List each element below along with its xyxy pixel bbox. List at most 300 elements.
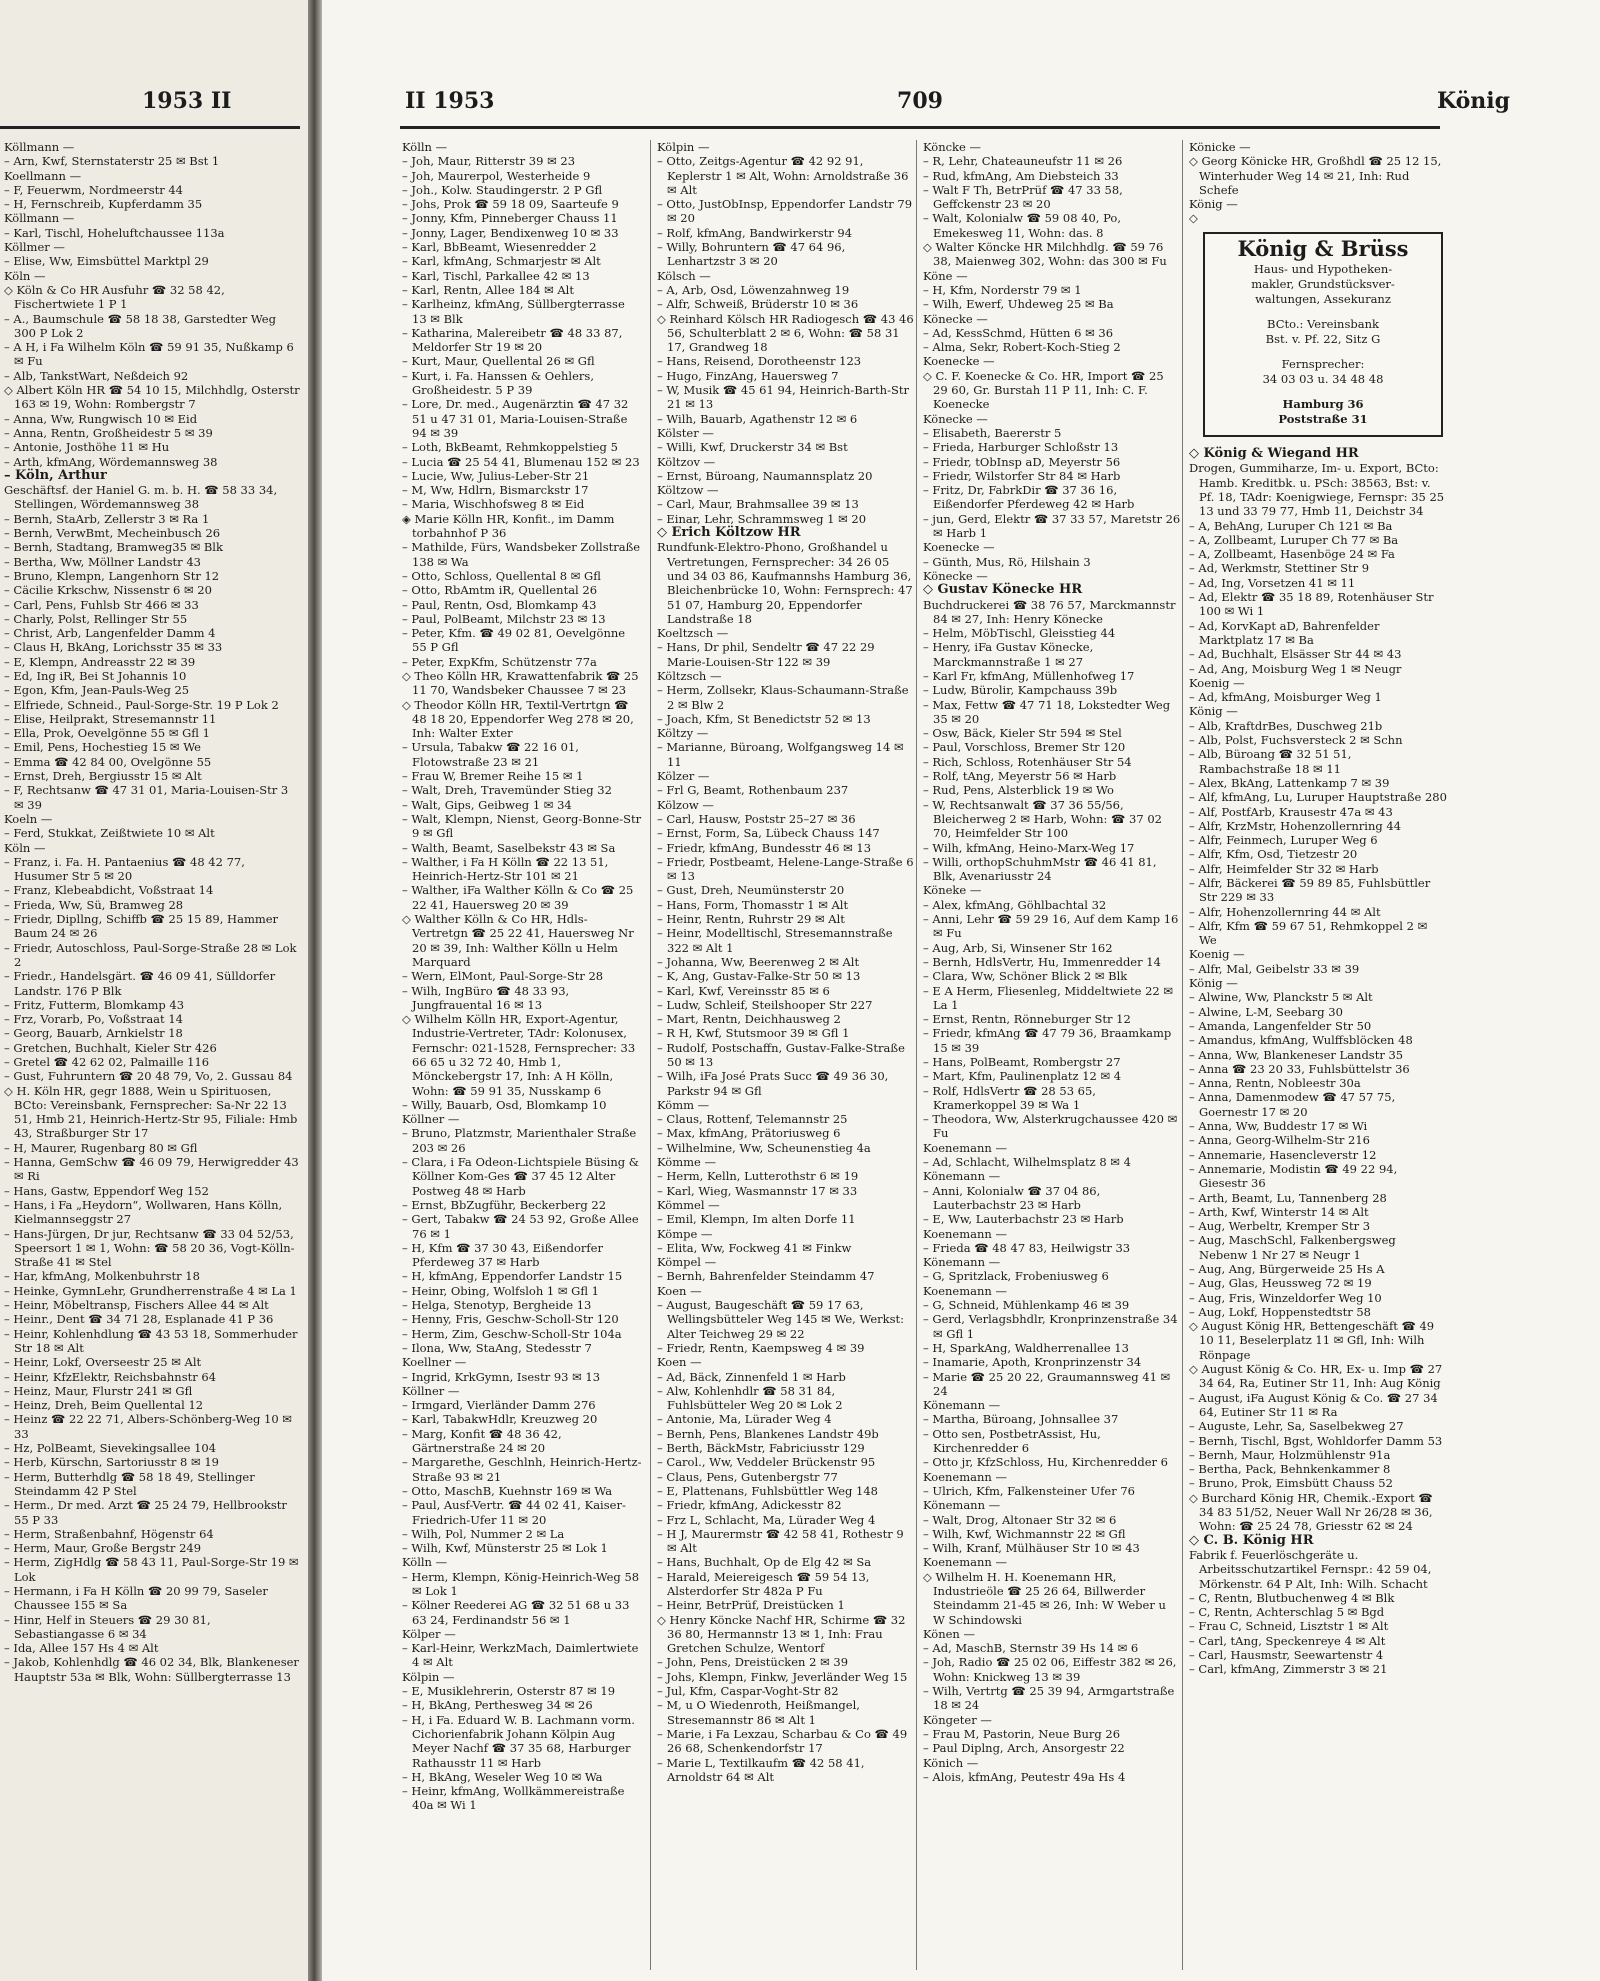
directory-entry: – Frieda ☎ 48 47 83, Heilwigstr 33 — [923, 1240, 1131, 1255]
directory-entry: – Jonny, Lager, Bendixenweg 10 ✉ 33 — [402, 225, 619, 240]
directory-entry: – Gretel ☎ 42 62 02, Palmaille 116 — [4, 1055, 210, 1069]
directory-entry: – Alf, PostfArb, Krausestr 47a ✉ 43 — [1189, 804, 1393, 819]
directory-entry: – Heinr, Möbeltransp, Fischers Allee 44 ✉ Alt — [4, 1298, 269, 1313]
directory-entry: – H, Kfm, Norderstr 79 ✉ 1 — [923, 282, 1082, 297]
directory-entry: – Herm, Kelln, Lutterothstr 6 ✉ 19 — [657, 1169, 859, 1184]
directory-entry: – Emil, Klempn, Im alten Dorfe 11 — [657, 1212, 856, 1227]
directory-entry: Köllmer — — [4, 240, 65, 255]
directory-entry: – C, Rentn, Achterschlag 5 ✉ Bgd — [1189, 1605, 1385, 1620]
directory-entry: ◇ Gustav Könecke HR — [923, 582, 1083, 598]
directory-entry: – Elfriede, Schneid., Paul-Sorge-Str. 19 P Lok 2 — [4, 697, 279, 712]
directory-entry: – Bernh, Maur, Holzmühlenstr 91a — [1189, 1447, 1391, 1462]
directory-entry: ◇ Reinhard Kölsch HR Radiogesch ☎ 43 46 56, Schulterblatt 2 ✉ 6, Wohn: ☎ 58 31 17, Grandweg 18 — [657, 311, 914, 355]
directory-column-2 — [650, 140, 915, 1970]
directory-entry: – Ludw, Bürolir, Kampchauss 39b — [923, 683, 1118, 698]
directory-entry: Könen — — [923, 1626, 975, 1641]
directory-entry: – Anna, Damenmodew ☎ 47 57 75, Goernestr 17 ✉ 20 — [1189, 1090, 1396, 1119]
directory-entry: – Rich, Schloss, Rotenhäuser Str 54 — [923, 754, 1132, 769]
directory-entry: ◇ Theodor Kölln HR, Textil-Vertrtgn ☎ 48 18 20, Eppendorfer Weg 278 ✉ 20, Inh: Walter Exter — [402, 697, 634, 741]
directory-entry: – Walt, Dreh, Travemünder Stieg 32 — [402, 783, 612, 798]
directory-entry: – Peter, Kfm. ☎ 49 02 81, Oevelgönne 55 P Gfl — [402, 626, 626, 655]
directory-entry: – Alfr, Kfm ☎ 59 67 51, Rehmkoppel 2 ✉ We — [1189, 918, 1428, 948]
directory-entry: – Marie ☎ 25 20 22, Graumannsweg 41 ✉ 24 — [923, 1369, 1171, 1398]
directory-entry: – Anna, Ww, Rungwisch 10 ✉ Eid — [4, 411, 198, 426]
directory-entry: – Osw, Bäck, Kieler Str 594 ✉ Stel — [923, 726, 1122, 741]
directory-entry: – Herm, Klempn, König-Heinrich-Weg 58 ✉ Lok 1 — [402, 1569, 640, 1598]
directory-column-4 — [1182, 140, 1447, 1970]
directory-entry: – Alfr, KrzMstr, Hohenzollernring 44 — [1189, 818, 1402, 833]
directory-entry: – Alwine, Ww, Planckstr 5 ✉ Alt — [1189, 990, 1373, 1005]
directory-entry: – Friedr, kfmAng, Adickesstr 82 — [657, 1498, 842, 1513]
directory-entry: – A., Baumschule ☎ 58 18 38, Garstedter Weg 300 P Lok 2 — [4, 311, 276, 340]
directory-entry: – Carol., Ww, Veddeler Brückenstr 95 — [657, 1455, 876, 1470]
directory-entry: – Harald, Meiereigesch ☎ 59 54 13, Alsterdorfer Str 482a P Fu — [657, 1569, 870, 1598]
directory-entry: ◇ C. B. König HR — [1189, 1532, 1314, 1548]
directory-entry: – Anna ☎ 23 20 33, Fuhlsbüttelstr 36 — [1189, 1061, 1410, 1076]
directory-entry: – Herm, Zim, Geschw-Scholl-Str 104a — [402, 1326, 622, 1341]
directory-entry: – Jul, Kfm, Caspar-Voght-Str 82 — [657, 1684, 839, 1699]
directory-entry: – Friedr, Rentn, Kaempsweg 4 ✉ 39 — [657, 1340, 865, 1355]
directory-entry: ◇ August König HR, Bettengeschäft ☎ 49 10 11, Beselerplatz 11 ✉ Gfl, Inh: Wilh Rönpage — [1189, 1319, 1435, 1362]
directory-entry: – Frl G, Beamt, Rothenbaum 237 — [657, 783, 849, 798]
directory-entry: – Kurt, i. Fa. Hanssen & Oehlers, Großheidestr. 5 P 39 — [402, 368, 594, 398]
directory-entry: Kölsch — — [657, 268, 711, 283]
directory-entry: – Karlheinz, kfmAng, Süllbergterrasse 13 ✉ Blk — [402, 297, 625, 326]
directory-entry: – Johs, Prok ☎ 59 18 09, Saarteufe 9 — [402, 197, 619, 212]
directory-entry: Buchdruckerei ☎ 38 76 57, Marckmannstr 84 ✉ 27, Inh: Henry Könecke — [923, 597, 1176, 626]
directory-entry: – M, Ww, Hdlrn, Bismarckstr 17 — [402, 483, 589, 498]
directory-entry: – Herm, Zollsekr, Klaus-Schaumann-Straße 2 ✉ Blw 2 — [657, 683, 909, 712]
directory-entry: – Alb, TankstWart, Neßdeich 92 — [4, 368, 189, 383]
directory-entry: – Frau W, Bremer Reihe 15 ✉ 1 — [402, 769, 584, 784]
directory-entry: – Aug, Ang, Bürgerweide 25 Hs A — [1189, 1262, 1385, 1276]
directory-entry: – Aug, Glas, Heussweg 72 ✉ 19 — [1189, 1276, 1372, 1291]
directory-entry: – Paul, Rentn, Osd, Blomkamp 43 — [402, 597, 597, 612]
directory-entry: – Karl, Wieg, Wasmannstr 17 ✉ 33 — [657, 1183, 858, 1198]
directory-entry: – Ad, Bäck, Zinnenfeld 1 ✉ Harb — [657, 1369, 846, 1384]
ad-city: Hamburg 36 — [1282, 397, 1364, 412]
directory-entry: – Köln, Arthur — [4, 467, 107, 483]
directory-entry: – Herm, Straßenbahnf, Högenstr 64 — [4, 1526, 214, 1541]
directory-entry: – Helm, MöbTischl, Gleisstieg 44 — [923, 626, 1116, 641]
directory-entry: – Otto, MaschB, Kuehnstr 169 ✉ Wa — [402, 1483, 613, 1498]
directory-entry: Koenemann — — [923, 1283, 1007, 1298]
directory-entry: – Mart, Kfm, Paulinenplatz 12 ✉ 4 — [923, 1069, 1122, 1084]
directory-entry: – E, Musiklehrerin, Osterstr 87 ✉ 19 — [402, 1684, 616, 1699]
directory-entry: Fabrik f. Feuerlöschgeräte u. Arbeitsschutzartikel Fernspr.: 42 59 04, Mörkenstr. 64 P Alt, Inh: Wilh. Schacht — [1189, 1547, 1432, 1591]
directory-entry: – Wilhelmine, Ww, Scheunenstieg 4a — [657, 1140, 871, 1155]
directory-entry: – Alfr, Mal, Geibelstr 33 ✉ 39 — [1189, 961, 1360, 976]
ad-line: waltungen, Assekuranz — [1255, 292, 1391, 307]
directory-entry: ◇ Erich Költzow HR — [657, 525, 801, 541]
directory-entry: – Lucia ☎ 25 54 41, Blumenau 152 ✉ 23 — [402, 454, 640, 469]
directory-entry: – Joh, Radio ☎ 25 02 06, Eiffestr 382 ✉ 26, Wohn: Knickweg 13 ✉ 39 — [923, 1655, 1177, 1684]
directory-entry: – August, iFa August König & Co. ☎ 27 34 64, Eutiner Str 11 ✉ Ra — [1189, 1390, 1438, 1419]
directory-entry: – Ernst, Büroang, Naumannsplatz 20 — [657, 468, 873, 483]
directory-entry: – Otto, JustObInsp, Eppendorfer Landstr 79 ✉ 20 — [657, 197, 913, 226]
directory-entry: ◇ August König & Co. HR, Ex- u. Imp ☎ 27 34 64, Ra, Eutiner Str 11, Inh: Aug König — [1189, 1362, 1443, 1391]
directory-entry: ◈ Marie Kölln HR, Konfit., im Damm torbahnhof P 36 — [402, 511, 615, 541]
directory-entry: – A, Zollbeamt, Luruper Ch 77 ✉ Ba — [1189, 532, 1399, 547]
directory-entry: – Heinr, KfzElektr, Reichsbahnstr 64 — [4, 1369, 217, 1384]
directory-entry: König — — [1189, 976, 1238, 991]
directory-entry: – E, Ww, Lauterbachstr 23 ✉ Harb — [923, 1212, 1124, 1227]
directory-entry: – Ad, MaschB, Sternstr 39 Hs 14 ✉ 6 — [923, 1641, 1139, 1656]
directory-entry: – H, kfmAng, Eppendorfer Landstr 15 — [402, 1269, 623, 1284]
directory-entry: – Antonie, Josthöhe 11 ✉ Hu — [4, 440, 170, 455]
directory-entry: – Ad, Werkmstr, Stettiner Str 9 — [1189, 561, 1370, 576]
directory-entry: Könemann — — [923, 1498, 1001, 1513]
directory-entry: – Wilh, Kwf, Münsterstr 25 ✉ Lok 1 — [402, 1541, 608, 1556]
directory-entry: Kömmel — — [657, 1197, 720, 1212]
directory-entry: – Max, Fettw ☎ 47 71 18, Lokstedter Weg 35 ✉ 20 — [923, 697, 1171, 726]
directory-entry: – Friedr, Autoschloss, Paul-Sorge-Straße 28 ✉ Lok 2 — [4, 940, 297, 969]
directory-entry: – Walther, i Fa H Kölln ☎ 22 13 51, Heinrich-Hertz-Str 101 ✉ 21 — [402, 854, 609, 884]
directory-entry: – Karl, kfmAng, Schmarjestr ✉ Alt — [402, 254, 601, 269]
directory-entry: – H, BkAng, Perthesweg 34 ✉ 26 — [402, 1698, 593, 1713]
directory-entry: – Joach, Kfm, St Benedictstr 52 ✉ 13 — [657, 711, 871, 726]
directory-entry: – Heinr, kfmAng, Wollkämmereistraße 40a ✉ Wi 1 — [402, 1784, 625, 1813]
directory-entry: – H, BkAng, Weseler Weg 10 ✉ Wa — [402, 1769, 603, 1784]
directory-entry: – Hans, Gastw, Eppendorf Weg 152 — [4, 1183, 209, 1198]
directory-entry: – Ernst, Dreh, Bergiusstr 15 ✉ Alt — [4, 769, 202, 784]
directory-entry: – E A Herm, Fliesenleg, Middeltwiete 22 ✉ La 1 — [923, 983, 1173, 1012]
right-page-year: II 1953 — [405, 88, 495, 114]
directory-entry: – Alma, Sekr, Robert-Koch-Stieg 2 — [923, 340, 1121, 355]
directory-entry: – Claus H, BkAng, Lorichsstr 35 ✉ 33 — [4, 640, 223, 655]
directory-entry: – Alfr, Kfm, Osd, Tietzestr 20 — [1189, 847, 1358, 862]
directory-entry: – Mart, Rentn, Deichhausweg 2 — [657, 1012, 841, 1027]
directory-entry: – Elise, Heilprakt, Stresemannstr 11 — [4, 711, 217, 726]
directory-entry: Kömpel — — [657, 1255, 717, 1270]
directory-entry: – Gert, Tabakw ☎ 24 53 92, Große Allee 76 ✉ 1 — [402, 1212, 639, 1241]
directory-entry: – Heinz, Maur, Flurstr 241 ✉ Gfl — [4, 1383, 193, 1398]
directory-entry: – Herm, ZigHdlg ☎ 58 43 11, Paul-Sorge-Str 19 ✉ Lok — [4, 1555, 299, 1584]
directory-entry: – Alfr, Heimfelder Str 32 ✉ Harb — [1189, 861, 1379, 876]
directory-entry: – A H, i Fa Wilhelm Köln ☎ 59 91 35, Nußkamp 6 ✉ Fu — [4, 340, 294, 369]
directory-entry: – G, Schneid, Mühlenkamp 46 ✉ 39 — [923, 1298, 1130, 1313]
directory-entry: – Amanda, Langenfelder Str 50 — [1189, 1018, 1372, 1033]
directory-entry: – Hermann, i Fa H Kölln ☎ 20 99 79, Saseler Chaussee 155 ✉ Sa — [4, 1583, 268, 1613]
directory-entry: – Frau M, Pastorin, Neue Burg 26 — [923, 1726, 1121, 1741]
directory-entry: – Alfr, Bäckerei ☎ 59 89 85, Fuhlsbüttler Str 229 ✉ 33 — [1189, 875, 1431, 905]
directory-entry: ◇ C. F. Koenecke & Co. HR, Import ☎ 25 29 60, Gr. Burstah 11 P 11, Inh: C. F. Koenecke — [923, 368, 1164, 412]
directory-entry: Köneke — — [923, 883, 982, 898]
directory-entry: – Bruno, Platzmstr, Marienthaler Straße 203 ✉ 26 — [402, 1126, 637, 1155]
directory-entry: ◇ Henry Köncke Nachf HR, Schirme ☎ 32 36 80, Hermannstr 13 ✉ 1, Inh: Frau Gretchen Schulze, Wentorf — [657, 1612, 906, 1656]
directory-entry: – A, BehAng, Luruper Ch 121 ✉ Ba — [1189, 518, 1393, 533]
page-number: 709 — [897, 88, 943, 114]
directory-entry: – Jakob, Kohlenhdlg ☎ 46 02 34, Blk, Blankeneser Hauptstr 53a ✉ Blk, Wohn: Süllbergterrasse 13 — [4, 1655, 299, 1684]
directory-entry: – Hans, Reisend, Dorotheenstr 123 — [657, 354, 862, 369]
directory-entry: Koenecke — — [923, 354, 995, 369]
directory-entry: Koenemann — — [923, 1555, 1007, 1570]
directory-entry: Koellner — — [402, 1355, 467, 1370]
directory-entry: – H, SparkAng, Waldherrenallee 13 — [923, 1340, 1129, 1355]
directory-entry: – Kölner Reederei AG ☎ 32 51 68 u 33 63 24, Ferdinandstr 56 ✉ 1 — [402, 1598, 630, 1627]
directory-entry: – Franz, Klebeabdicht, Voßstraat 14 — [4, 883, 214, 898]
directory-entry: – Mathilde, Fürs, Wandsbeker Zollstraße 138 ✉ Wa — [402, 540, 641, 569]
directory-entry: – Karl, TabakwHdlr, Kreuzweg 20 — [402, 1412, 598, 1427]
directory-entry: Koenig — — [1189, 675, 1245, 690]
directory-entry: – K, Ang, Gustav-Falke-Str 50 ✉ 13 — [657, 969, 861, 984]
directory-entry: – Karl-Heinr, WerkzMach, Daimlertwiete 4 ✉ Alt — [402, 1641, 639, 1670]
directory-entry: – Marianne, Büroang, Wolfgangsweg 14 ✉ 11 — [657, 740, 904, 769]
directory-entry: – Friedr, Postbeamt, Helene-Lange-Straße 6 ✉ 13 — [657, 854, 914, 884]
directory-entry: – Johs, Klempn, Finkw, Jeverländer Weg 15 — [657, 1669, 908, 1684]
directory-entry: – Willy, Bohruntern ☎ 47 64 96, Lenhartzstr 3 ✉ 20 — [657, 240, 846, 269]
ad-title: König & Brüss — [1237, 235, 1409, 261]
directory-entry: – Bernh, Stadtang, Bramweg35 ✉ Blk — [4, 540, 223, 555]
directory-entry: – F, Feuerwm, Nordmeerstr 44 — [4, 182, 183, 197]
directory-entry: Koeln — — [4, 811, 53, 826]
directory-entry: ◇ Georg Könicke HR, Großhdl ☎ 25 12 15, Winterhuder Weg 14 ✉ 21, Inh: Rud Schefe — [1189, 154, 1442, 197]
directory-entry: Koenecke — — [923, 540, 995, 555]
directory-entry: – Walt, Klempn, Nienst, Georg-Bonne-Str 9 ✉ Gfl — [402, 811, 642, 841]
ad-phone-label: Fernsprecher: — [1281, 357, 1365, 372]
directory-entry: – E, Klempn, Andreasstr 22 ✉ 39 — [4, 654, 196, 669]
directory-entry: – Rudolf, Postschaffn, Gustav-Falke-Straße 50 ✉ 13 — [657, 1040, 905, 1069]
directory-entry: – Helga, Stenotyp, Bergheide 13 — [402, 1298, 592, 1313]
directory-entry: – Paul, PolBeamt, Milchstr 23 ✉ 13 — [402, 611, 606, 626]
directory-entry: – Otto jr, KfzSchloss, Hu, Kirchenredder 6 — [923, 1455, 1168, 1470]
directory-entry: ◇ H. Köln HR, gegr 1888, Wein u Spirituosen, BCto: Vereinsbank, Fernsprecher: Sa-Nr 22 13 51, Hmb 21, Heinrich-Hertz-Str 95, Filiale: Hmb 43, Straßburger Str 17 — [4, 1083, 298, 1141]
directory-entry: – Walt, Kolonialw ☎ 59 08 40, Po, Emekesweg 11, Wohn: das. 8 — [923, 211, 1121, 240]
directory-entry: Koenig — — [1189, 947, 1245, 962]
directory-entry: – Claus, Pens, Gutenbergstr 77 — [657, 1469, 838, 1484]
directory-entry: – Ad, Elektr ☎ 35 18 89, Rotenhäuser Str 100 ✉ Wi 1 — [1189, 590, 1434, 619]
directory-entry: – Alw, Kohlenhdlr ☎ 58 31 84, Fuhlsbütteler Weg 20 ✉ Lok 2 — [657, 1383, 843, 1413]
directory-entry: – Johanna, Ww, Beerenweg 2 ✉ Alt — [657, 954, 860, 969]
directory-entry: – Annemarie, Modistin ☎ 49 22 94, Giesestr 36 — [1189, 1161, 1398, 1191]
directory-entry: – Anni, Kolonialw ☎ 37 04 86, Lauterbachstr 23 ✉ Harb — [923, 1183, 1101, 1212]
directory-entry: Költzsch — — [657, 668, 722, 683]
directory-entry: – August, Baugeschäft ☎ 59 17 63, Wellingsbütteler Weg 145 ✉ We, Werkst: Alter Teichweg 29 ✉ 22 — [657, 1298, 904, 1341]
directory-entry: – Elita, Ww, Fockweg 41 ✉ Finkw — [657, 1240, 852, 1255]
directory-entry: – H J, Maurermstr ☎ 42 58 41, Rothestr 9 ✉ Alt — [657, 1526, 904, 1556]
directory-entry: – Clara, Ww, Schöner Blick 2 ✉ Blk — [923, 969, 1128, 984]
directory-entry: ◇ König & Wiegand HR — [1189, 446, 1359, 462]
directory-entry: – Anna, Rentn, Nobleestr 30a — [1189, 1076, 1361, 1091]
directory-entry: – Arth, Kwf, Winterstr 14 ✉ Alt — [1189, 1204, 1369, 1219]
directory-entry: – Carl, kfmAng, Zimmerstr 3 ✉ 21 — [1189, 1662, 1388, 1677]
directory-entry: Köllmann — — [4, 140, 75, 154]
directory-entry: – Willi, orthopSchuhmMstr ☎ 46 41 81, Blk, Avenariusstr 24 — [923, 854, 1157, 884]
directory-entry: – Frz, Vorarb, Po, Voßstraat 14 — [4, 1012, 183, 1027]
directory-entry: – Hans, PolBeamt, Rombergstr 27 — [923, 1055, 1121, 1069]
right-header-rule — [400, 126, 1440, 129]
directory-entry: – Hinr, Helf in Steuers ☎ 29 30 81, Sebastiangasse 6 ✉ 34 — [4, 1612, 211, 1641]
directory-entry: – Joh., Kolw. Staudingerstr. 2 P Gfl — [402, 182, 603, 197]
directory-entry: Köne — — [923, 268, 968, 283]
directory-entry: – W, Rechtsanwalt ☎ 37 36 55/56, Bleicherweg 2 ✉ Harb, Wohn: ☎ 37 02 70, Heimfelder Str 100 — [923, 797, 1162, 841]
directory-entry: – Walt F Th, BetrPrüf ☎ 47 33 58, Geffckenstr 23 ✉ 20 — [923, 182, 1123, 212]
directory-entry: – Marie, i Fa Lexzau, Scharbau & Co ☎ 49 26 68, Schenkendorfstr 17 — [657, 1726, 908, 1756]
directory-entry: – Martha, Büroang, Johnsallee 37 — [923, 1412, 1119, 1427]
directory-entry: Koenemann — — [923, 1226, 1007, 1241]
directory-entry: – Marg, Konfit ☎ 48 36 42, Gärtnerstraße 24 ✉ 20 — [402, 1426, 562, 1456]
directory-entry: – Hans, i Fa „Heydorn“, Wollwaren, Hans Kölln, Kielmannseggstr 27 — [4, 1197, 283, 1227]
directory-entry: – Claus, Rottenf, Telemannstr 25 — [657, 1112, 848, 1127]
directory-entry: – Friedr, kfmAng ☎ 47 79 36, Braamkamp 15 ✉ 39 — [923, 1026, 1172, 1055]
directory-entry: Rundfunk-Elektro-Phono, Großhandel u Vertretungen, Fernsprecher: 34 26 05 und 34 03 86, Kaufmannshs Hamburg 36, Bleichenbrücke 10, Wohn: Fernsprech: 47 51 07, Hamburg 20, Eppendorfer Landstraße 18 — [657, 540, 913, 626]
directory-entry: – Har, kfmAng, Molkenbuhrstr 18 — [4, 1269, 200, 1284]
directory-entry: – Heinr, Kohlenhdlung ☎ 43 53 18, Sommerhuder Str 18 ✉ Alt — [4, 1326, 298, 1355]
directory-entry: – Jonny, Kfm, Pinneberger Chauss 11 — [402, 211, 618, 226]
directory-entry: – Otto, Zeitgs-Agentur ☎ 42 92 91, Keplerstr 1 ✉ Alt, Wohn: Arnoldstraße 36 ✉ Alt — [657, 154, 909, 197]
directory-entry: – Aug, Werbeltr, Kremper Str 3 — [1189, 1219, 1371, 1234]
directory-entry: – Friedr, tObInsp aD, Meyerstr 56 — [923, 454, 1121, 469]
directory-entry: – Carl, Hausw, Poststr 25–27 ✉ 36 — [657, 811, 856, 826]
directory-entry: – Bruno, Prok, Eimsbütt Chauss 52 — [1189, 1476, 1393, 1491]
directory-entry: – Auguste, Lehr, Sa, Saselbekweg 27 — [1189, 1419, 1404, 1434]
left-column — [4, 140, 300, 1970]
directory-entry: – Alex, BkAng, Lattenkamp 7 ✉ 39 — [1189, 775, 1390, 790]
directory-entry: – R, Lehr, Chateauneufstr 11 ✉ 26 — [923, 154, 1123, 169]
directory-entry: – Frieda, Ww, Sü, Bramweg 28 — [4, 897, 184, 912]
left-header-rule — [0, 126, 300, 129]
directory-entry: – F, Rechtsanw ☎ 47 31 01, Maria-Louisen-Str 3 ✉ 39 — [4, 783, 289, 812]
directory-entry: König — — [1189, 197, 1238, 212]
directory-entry: – Henny, Fris, Geschw-Scholl-Str 120 — [402, 1312, 619, 1327]
directory-entry: – Ernst, Rentn, Rönneburger Str 12 — [923, 1012, 1131, 1027]
directory-entry: – Hans, Form, Thomasstr 1 ✉ Alt — [657, 897, 849, 912]
directory-entry: – Karl, Kwf, Vereinsstr 85 ✉ 6 — [657, 983, 830, 998]
directory-entry: – Anna, Ww, Buddestr 17 ✉ Wi — [1189, 1119, 1368, 1134]
directory-entry: – Joh, Maur, Ritterstr 39 ✉ 23 — [402, 154, 576, 169]
directory-entry: – Max, kfmAng, Prätoriusweg 6 — [657, 1126, 841, 1141]
directory-entry: – Bernh, StaArb, Zellerstr 3 ✉ Ra 1 — [4, 511, 210, 526]
directory-entry: – Wilh, Pol, Nummer 2 ✉ La — [402, 1526, 565, 1541]
directory-entry: – Emil, Pens, Hochestieg 15 ✉ We — [4, 740, 201, 755]
directory-entry: – Wilh, Kwf, Wichmannstr 22 ✉ Gfl — [923, 1526, 1126, 1541]
directory-entry: – Bertha, Ww, Möllner Landstr 43 — [4, 554, 201, 569]
directory-entry: – Wilh, Bauarb, Agathenstr 12 ✉ 6 — [657, 411, 858, 426]
directory-entry: – Alwine, L-M, Seebarg 30 — [1189, 1004, 1343, 1019]
directory-entry: – Willi, Kwf, Druckerstr 34 ✉ Bst — [657, 440, 848, 455]
directory-entry: – Karl, Rentn, Allee 184 ✉ Alt — [402, 282, 574, 297]
directory-entry: – Ad, Buchhalt, Elsässer Str 44 ✉ 43 — [1189, 647, 1402, 662]
directory-entry: – Otto, RbAmtm iR, Quellental 26 — [402, 583, 598, 598]
directory-entry: – Fritz, Futterm, Blomkamp 43 — [4, 997, 185, 1012]
directory-entry: Kölln — — [402, 140, 448, 154]
directory-entry: – Loth, BkBeamt, Rehmkoppelstieg 5 — [402, 440, 618, 455]
directory-entry: ◇ Wilhelm H. H. Koenemann HR, Industrieöle ☎ 25 26 64, Billwerder Steindamm 21-45 ✉ 26, Inh: W Weber u W Schindowski — [923, 1569, 1166, 1627]
directory-entry: – Friedr, kfmAng, Bundesstr 46 ✉ 13 — [657, 840, 872, 855]
directory-entry: – Günth, Mus, Rö, Hilshain 3 — [923, 554, 1091, 569]
ad-bank: Bst. v. Pf. 22, Sitz G — [1265, 332, 1381, 347]
directory-entry: – M, u O Wiedenroth, Heißmangel, Stresemannstr 86 ✉ Alt 1 — [657, 1698, 860, 1727]
directory-entry: – Arn, Kwf, Sternstaterstr 25 ✉ Bst 1 — [4, 154, 220, 169]
directory-entry: – Clara, i Fa Odeon-Lichtspiele Büsing & Köllner Kom-Ges ☎ 37 45 12 Alter Postweg 48 ✉ Harb — [402, 1155, 640, 1198]
directory-entry: Könecke — — [923, 311, 988, 326]
directory-entry: Köln — — [4, 268, 46, 283]
directory-entry: – H, i Fa. Eduard W. B. Lachmann vorm. Cichorienfabrik Johann Kölpin Aug Meyer Nachf ☎ 37 35 68, Harburger Rathausstr 11 ✉ Harb — [402, 1712, 635, 1770]
directory-entry: – Anna, Rentn, Großheidestr 5 ✉ 39 — [4, 425, 213, 440]
directory-entry: – Joh, Maurerpol, Westerheide 9 — [402, 168, 591, 183]
directory-entry: Drogen, Gummiharze, Im- u. Export, BCto: Hamb. Kreditbk. u. PSch: 38563, Bst: v. Pf. 18, TAdr: Koenigwiege, Fernspr: 35 25 13 und 33 79 77, Hmb 11, Deichstr 34 — [1189, 461, 1445, 519]
directory-entry: – Rud, kfmAng, Am Diebsteich 33 — [923, 168, 1119, 183]
directory-entry: – Wilh, Kranf, Mülhäuser Str 10 ✉ 43 — [923, 1541, 1140, 1556]
directory-entry: – A, Arb, Osd, Löwenzahnweg 19 — [657, 282, 850, 297]
directory-entry: – Heinr, Rentn, Ruhrstr 29 ✉ Alt — [657, 912, 845, 927]
directory-entry: Könich — — [923, 1755, 979, 1770]
directory-entry: – Alfr, Hohenzollernring 44 ✉ Alt — [1189, 904, 1381, 919]
directory-entry: – Hans, Dr phil, Sendeltr ☎ 47 22 29 Marie-Louisen-Str 122 ✉ 39 — [657, 640, 875, 669]
directory-entry: – Frieda, Harburger Schloßstr 13 — [923, 440, 1119, 455]
directory-entry: – Heinr, Obing, Wolfsloh 1 ✉ Gfl 1 — [402, 1283, 599, 1298]
directory-entry: – Heinz, Dreh, Beim Quellental 12 — [4, 1398, 204, 1413]
ad-bank: BCto.: Vereinsbank — [1267, 317, 1379, 332]
directory-entry: Kömme — — [657, 1155, 716, 1170]
directory-entry: – Kurt, Maur, Quellental 26 ✉ Gfl — [402, 354, 595, 369]
directory-entry: ◇ Wilhelm Kölln HR, Export-Agentur, Industrie-Vertreter, TAdr: Kolonusex, Fernschr: 021-1528, Fernsprecher: 33 66 65 u 32 72 40, Hmb 1, Mönckebergstr 17, Inh: A H Kölln, Wohn: ☎ 59 91 35, Nusskamp 6 — [402, 1012, 636, 1098]
directory-entry: – Wern, ElMont, Paul-Sorge-Str 28 — [402, 969, 604, 984]
directory-entry: Könecke — — [923, 411, 988, 426]
directory-entry: – Alex, kfmAng, Göhlbachtal 32 — [923, 897, 1107, 912]
directory-entry: – Paul, Vorschloss, Bremer Str 120 — [923, 740, 1126, 755]
directory-entry: – Hans-Jürgen, Dr jur, Rechtsanw ☎ 33 04 52/53, Speersort 1 ✉ 1, Wohn: ☎ 58 20 36, Vogt-Kölln-Straße 41 ✉ Stel — [4, 1226, 295, 1270]
directory-entry: – Rolf, tAng, Meyerstr 56 ✉ Harb — [923, 769, 1117, 784]
directory-entry: – Aug, MaschSchl, Falkenbergsweg Nebenw 1 Nr 27 ✉ Neugr 1 — [1189, 1233, 1396, 1262]
directory-entry: – Alfr, Feinmech, Luruper Weg 6 — [1189, 833, 1378, 848]
directory-entry: – Bernh, Bahrenfelder Steindamm 47 — [657, 1269, 875, 1284]
directory-entry: – Berth, BäckMstr, Fabriciusstr 129 — [657, 1441, 865, 1456]
directory-entry: – E, Plattenans, Fuhlsbüttler Weg 148 — [657, 1483, 878, 1498]
directory-entry: – Bruno, Klempn, Langenhorn Str 12 — [4, 568, 220, 583]
directory-entry: – Friedr, Dipllng, Schiffb ☎ 25 15 89, Hammer Baum 24 ✉ 26 — [4, 912, 279, 941]
directory-entry: – G, Spritzlack, Frobeniusweg 6 — [923, 1269, 1109, 1284]
directory-entry: – Frau C, Schneid, Lisztstr 1 ✉ Alt — [1189, 1619, 1389, 1634]
book-gutter — [308, 0, 322, 1981]
directory-entry: – Peter, ExpKfm, Schützenstr 77a — [402, 654, 597, 669]
ad-street: Poststraße 31 — [1278, 412, 1368, 427]
directory-entry: – Charly, Polst, Rellinger Str 55 — [4, 611, 188, 626]
directory-entry: – Marie L, Textilkaufm ☎ 42 58 41, Arnoldstr 64 ✉ Alt — [657, 1755, 865, 1784]
directory-entry: – Fritz, Dr, FabrkDir ☎ 37 36 16, Eißendorfer Pferdeweg 42 ✉ Harb — [923, 483, 1135, 512]
directory-entry: – Ad, Schlacht, Wilhelmsplatz 8 ✉ 4 — [923, 1155, 1131, 1170]
directory-entry: Koellmann — — [4, 168, 82, 183]
column-4-entries — [1189, 447, 1447, 1677]
directory-entry: – Gust, Dreh, Neumünsterstr 20 — [657, 883, 845, 898]
directory-entry: – Egon, Kfm, Jean-Pauls-Weg 25 — [4, 683, 190, 698]
directory-entry: – Georg, Bauarb, Arnkielstr 18 — [4, 1026, 183, 1041]
directory-entry: – Herm, Maur, Große Bergstr 249 — [4, 1541, 202, 1556]
directory-entry: – H, Fernschreib, Kupferdamm 35 — [4, 197, 203, 212]
directory-entry: Köllmann — — [4, 211, 75, 226]
directory-entry: König — — [1189, 704, 1238, 719]
directory-entry: – Karl, Tischl, Parkallee 42 ✉ 13 — [402, 268, 590, 283]
directory-entry: – Gretchen, Buchhalt, Kieler Str 426 — [4, 1040, 217, 1055]
directory-entry: – Wilh, kfmAng, Heino-Marx-Weg 17 — [923, 840, 1135, 855]
directory-entry: Koen — — [657, 1355, 702, 1370]
directory-entry: – Bernh, Tischl, Bgst, Wohldorfer Damm 53 — [1189, 1433, 1443, 1448]
directory-entry: – Katharina, Malereibetr ☎ 48 33 87, Meldorfer Str 19 ✉ 20 — [402, 325, 623, 355]
directory-entry: Köllner — — [402, 1383, 460, 1398]
directory-entry: – Otto, Schloss, Quellental 8 ✉ Gfl — [402, 568, 601, 583]
directory-entry: – Ida, Allee 157 Hs 4 ✉ Alt — [4, 1641, 159, 1656]
ad-line: Haus- und Hypotheken- — [1253, 262, 1393, 277]
directory-entry: – Hugo, FinzAng, Hauersweg 7 — [657, 368, 839, 383]
directory-entry: Köln — — [4, 840, 46, 855]
directory-entry: ◇ Köln & Co HR Ausfuhr ☎ 32 58 42, Fischertwiete 1 P 1 — [4, 282, 225, 312]
directory-entry: – Maria, Wischhofsweg 8 ✉ Eid — [402, 497, 585, 512]
directory-entry: – Alois, kfmAng, Peutestr 49a Hs 4 — [923, 1769, 1126, 1784]
directory-entry: – Willy, Bauarb, Osd, Blomkamp 10 — [402, 1097, 607, 1112]
directory-entry: – Ad, KorvKapt aD, Bahrenfelder Marktplatz 17 ✉ Ba — [1189, 618, 1380, 647]
directory-entry: ◇ Walther Kölln & Co HR, Hdls-Vertretgn ☎ 25 22 41, Hauersweg Nr 20 ✉ 39, Inh: Walther Kölln u Helm Marquard — [402, 912, 634, 969]
directory-entry: – Ernst, Form, Sa, Lübeck Chauss 147 — [657, 826, 880, 841]
